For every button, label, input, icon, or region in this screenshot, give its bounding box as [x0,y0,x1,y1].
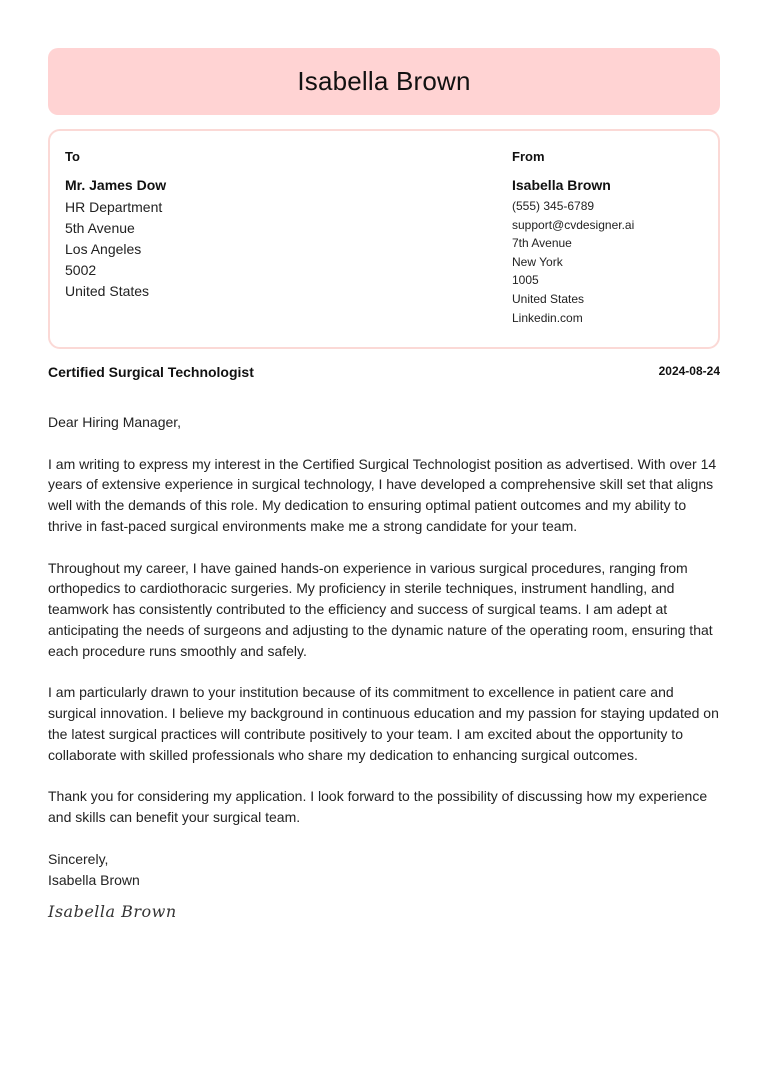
sender-website: Linkedin.com [512,310,583,325]
sender-heading: From [512,149,545,164]
signature: Isabella Brown [48,902,177,921]
recipient-address [65,197,162,302]
applicant-name: Isabella Brown [297,66,471,96]
paragraph: I am particularly drawn to your institution because of its commitment to excellence in patient care and surgical innovation. I believe my background in continuous education and my passion for staying updated on the latest surgical practices will contribute positively to your team. I am excited about the opportunity to collaborate with skilled professionals who share my dedication to enhancing surgical outcomes. [48,684,719,763]
recipient-heading: To [65,149,80,164]
letter-body [48,412,720,911]
recipient-line: 5th Avenue [65,220,135,236]
sender-phone: (555) 345-6789 [512,199,595,213]
sender-line: 7th Avenue [512,236,572,251]
sender-line: 1005 [512,273,539,288]
job-title: Certified Surgical Technologist [48,364,254,380]
letter-date: 2024-08-24 [658,364,720,378]
paragraph: Thank you for considering my application. I look forward to the possibility of discussing how my experience and skills can benefit your surgical team. [48,788,708,826]
sender-line: United States [512,291,585,306]
recipient-line: United States [65,283,150,299]
subject-row [48,364,720,382]
recipient-line: Los Angeles [65,241,142,257]
recipient-line: 5002 [65,262,97,278]
closing: Sincerely, [48,850,109,867]
sender-name: Isabella Brown [512,177,611,193]
salutation: Dear Hiring Manager, [48,414,182,430]
sender-email: support@cvdesigner.ai [512,217,635,232]
paragraph: I am writing to express my interest in the Certified Surgical Technologist position as advertised. With over 14 years of extensive experience in surgical technology, I have developed a comprehensive skill set that aligns well with the demands of this role. My dedication to ensuring optimal patient outcomes and my ability to thrive in fast-paced surgical environments make me a strong candidate for your team. [48,455,717,534]
closing-block [48,849,720,891]
sender-line: New York [512,254,563,269]
closing-name: Isabella Brown [48,871,140,888]
recipient-line: HR Department [65,199,163,215]
header-banner [48,48,720,115]
address-box [48,129,720,349]
paragraph: Throughout my career, I have gained hands-on experience in various surgical procedures, ranging from orthopedics to cardiothoracic surgeries. My proficiency in sterile techniques, instrument handling, and teamwork has consistently contributed to the efficiency and success of surgical teams. I am adept at anticipating the needs of surgeons and adjusting to the dynamic nature of the operating room, ensuring that each procedure runs smoothly and safely. [48,559,713,659]
recipient-name: Mr. James Dow [65,177,167,193]
sender-contact [512,197,634,327]
